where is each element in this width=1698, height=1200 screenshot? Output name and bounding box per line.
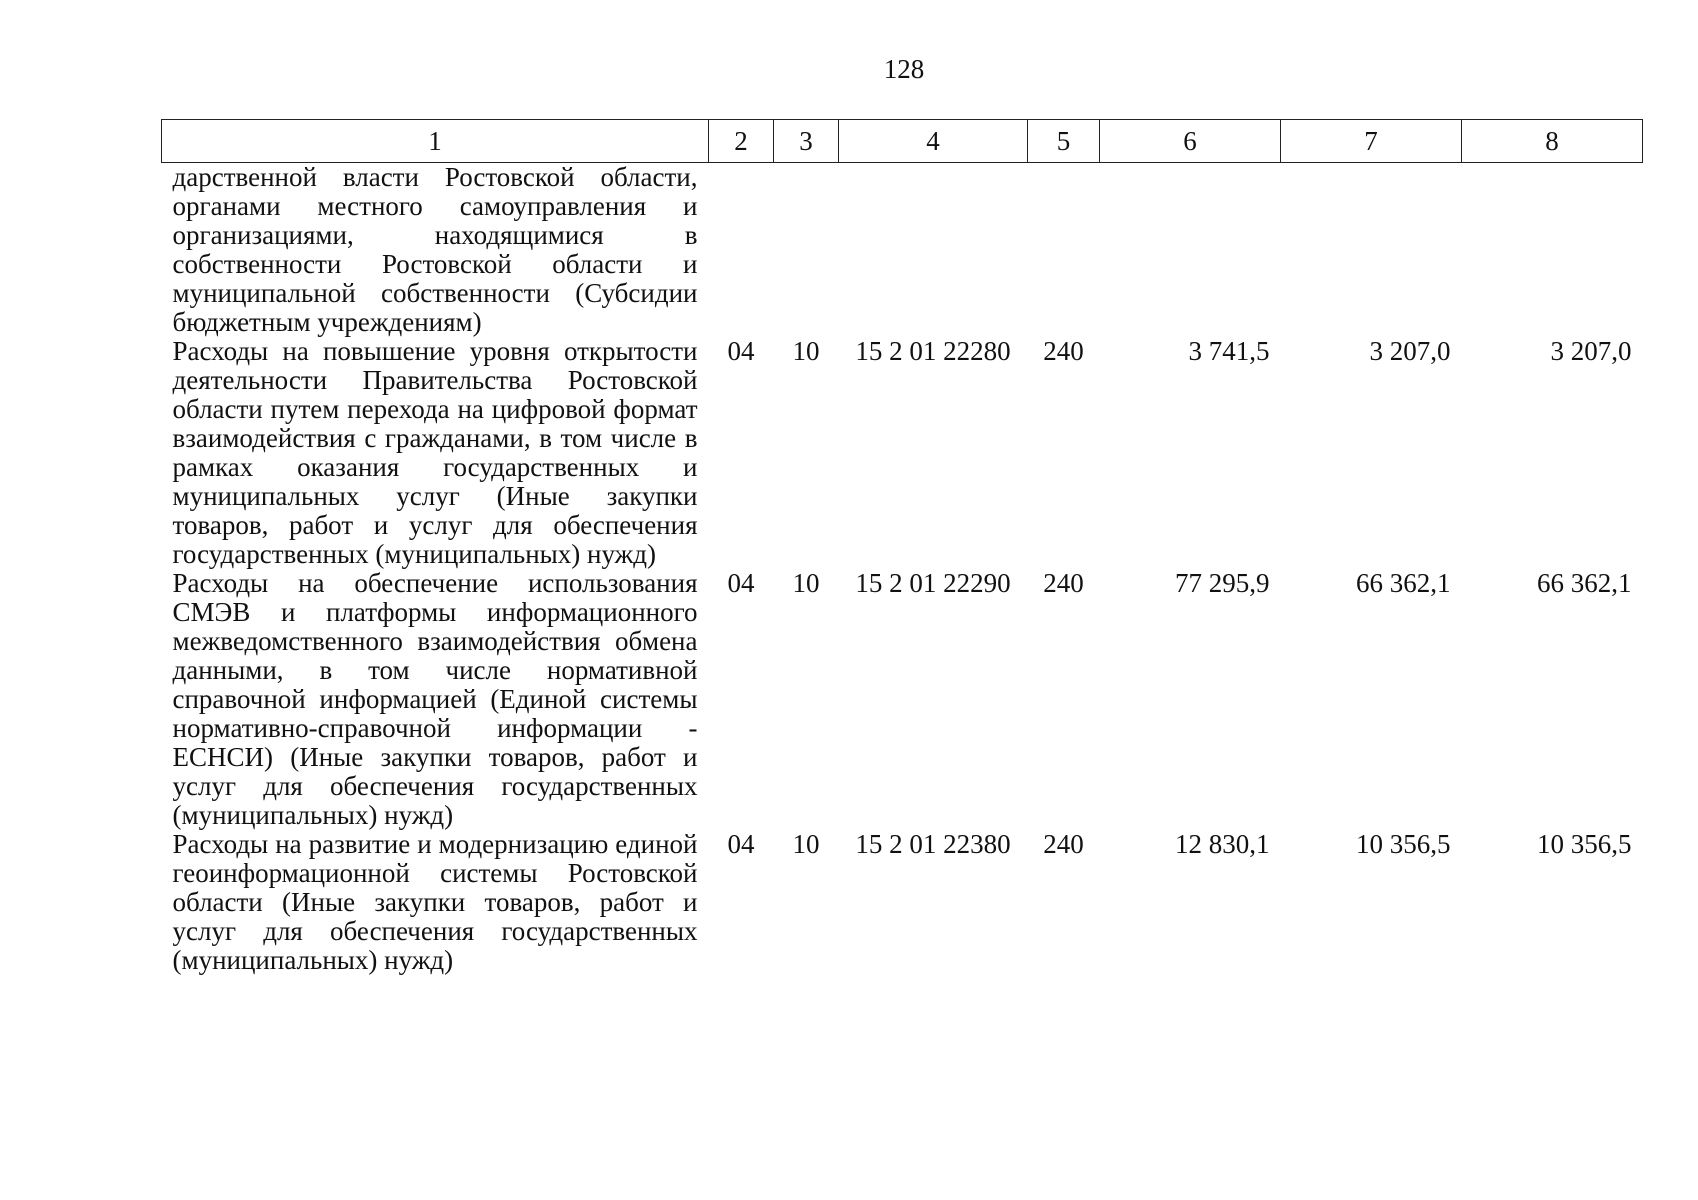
row-amount-col6: 3 741,5 — [1188, 336, 1270, 366]
row-expense-type — [1028, 163, 1100, 338]
row-target-article: 15 2 01 22280 — [855, 336, 1011, 366]
row-subsection: 10 — [792, 568, 820, 598]
row-amount-col8: 66 362,1 — [1537, 568, 1632, 598]
column-header-6: 6 — [1100, 120, 1281, 163]
table-row — [162, 569, 1643, 830]
column-header-1: 1 — [162, 120, 709, 163]
row-section: 04 — [727, 568, 755, 598]
row-description: дарственной власти Ростовской области, органами местного самоуправления и организациями, находящимися в собственности Ростовской области и муниципальной собственности (Субсидии бюджетным учреждениям) — [172, 162, 698, 337]
row-amount-col7: 66 362,1 — [1356, 568, 1451, 598]
budget-table — [161, 119, 1643, 975]
row-amount-col6: 77 295,9 — [1175, 568, 1270, 598]
table-row — [162, 337, 1643, 569]
column-header-5: 5 — [1028, 120, 1100, 163]
row-expense-type: 240 — [1043, 829, 1084, 859]
row-amount-col7: 10 356,5 — [1356, 829, 1451, 859]
row-amount-col8 — [1462, 163, 1643, 338]
table-header-row — [162, 120, 1643, 163]
row-description: Расходы на обеспечение использования СМЭВ и платформы информационного межведомственного взаимодействия обмена данными, в том числе нормативной справочной информацией (Единой системы нормативно-справочной информации - ЕСНСИ) (Иные закупки товаров, работ и услуг для обеспечения государственных (муниципальных) нужд) — [172, 568, 698, 830]
row-amount-col8: 10 356,5 — [1537, 829, 1632, 859]
row-target-article: 15 2 01 22290 — [855, 568, 1011, 598]
row-subsection: 10 — [792, 336, 820, 366]
row-amount-col7: 3 207,0 — [1369, 336, 1451, 366]
column-header-4: 4 — [839, 120, 1028, 163]
row-amount-col8: 3 207,0 — [1550, 336, 1632, 366]
page-number: 128 — [883, 54, 925, 84]
column-header-3: 3 — [774, 120, 839, 163]
row-subsection — [774, 163, 839, 338]
column-header-2: 2 — [709, 120, 774, 163]
row-description: Расходы на повышение уровня открытости деятельности Правительства Ростовской области путем перехода на цифровой формат взаимодействия с гражданами, в том числе в рамках оказания государственных и муниципальных услуг (Иные закупки товаров, работ и услуг для обеспечения государственных (муниципальных) нужд) — [172, 336, 698, 569]
table-row — [162, 163, 1643, 338]
row-expense-type: 240 — [1043, 568, 1084, 598]
row-section — [709, 163, 774, 338]
row-amount-col7 — [1281, 163, 1462, 338]
row-expense-type: 240 — [1043, 336, 1084, 366]
column-header-8: 8 — [1462, 120, 1643, 163]
row-target-article: 15 2 01 22380 — [855, 829, 1011, 859]
row-section: 04 — [727, 336, 755, 366]
row-description: Расходы на развитие и модернизацию единой геоинформационной системы Ростовской области (Иные закупки товаров, работ и услуг для обеспечения государственных (муниципальных) нужд) — [172, 829, 698, 975]
row-subsection: 10 — [792, 829, 820, 859]
row-target-article — [839, 163, 1028, 338]
table-row — [162, 830, 1643, 975]
row-section: 04 — [727, 829, 755, 859]
row-amount-col6: 12 830,1 — [1175, 829, 1270, 859]
column-header-7: 7 — [1281, 120, 1462, 163]
row-amount-col6 — [1100, 163, 1281, 338]
